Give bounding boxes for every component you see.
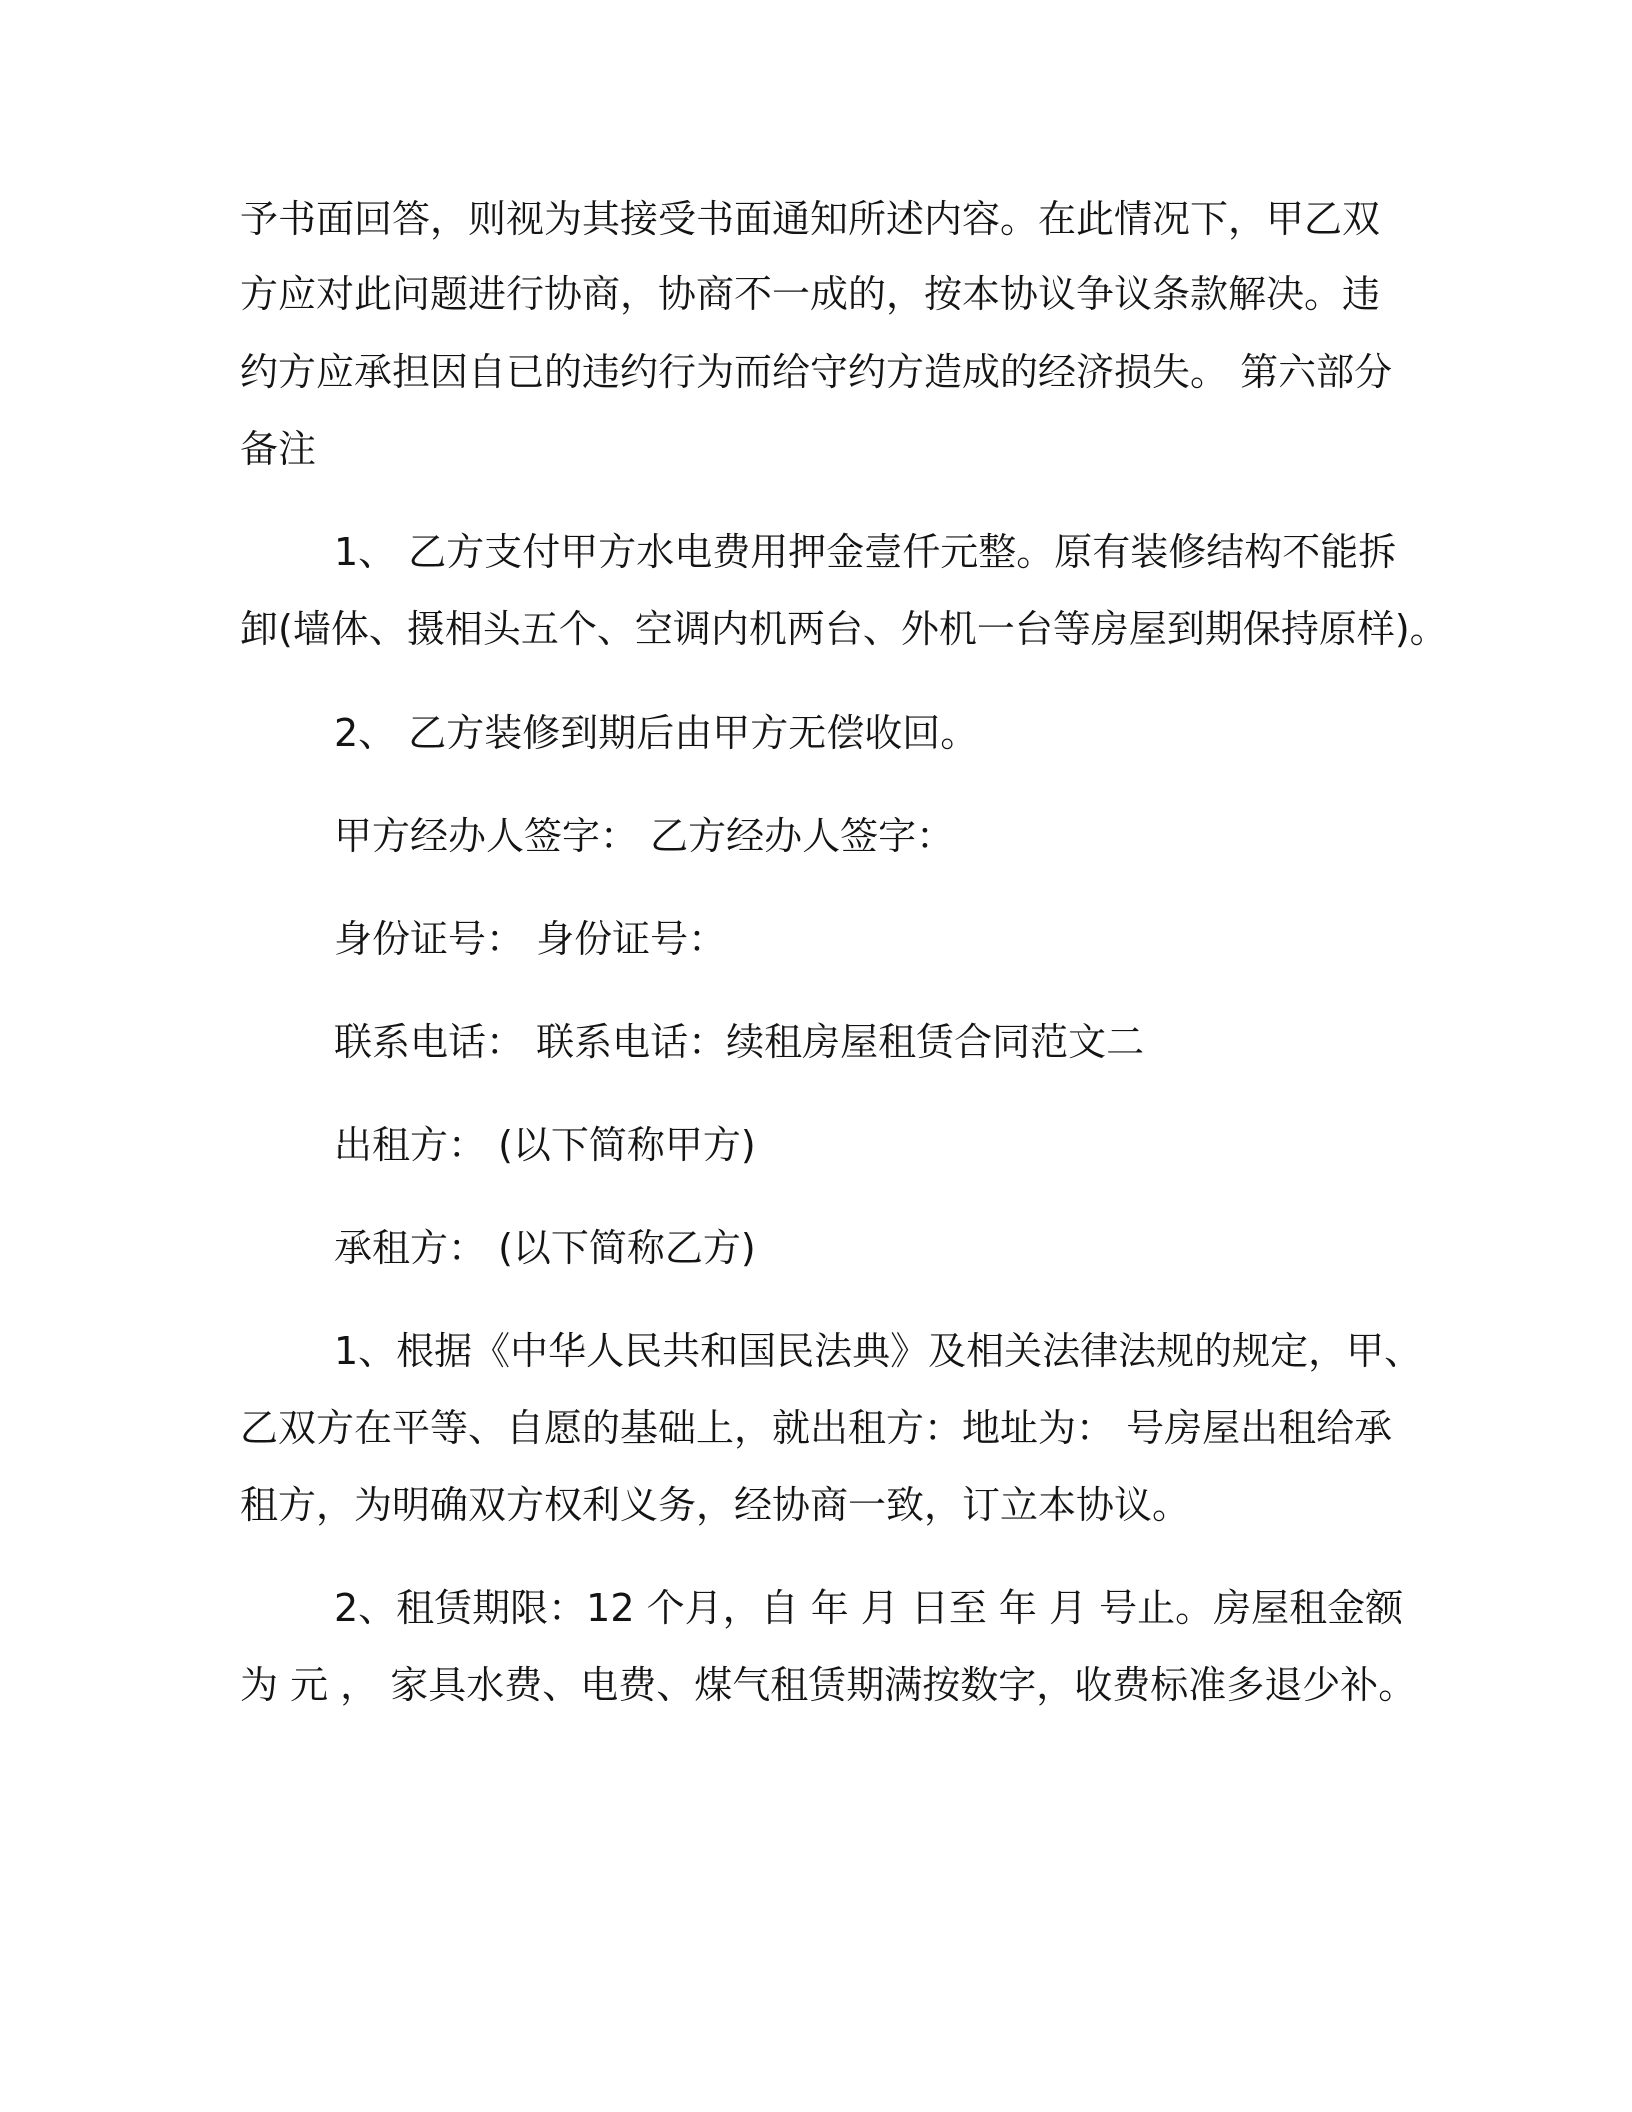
text-line: 方应对此问题进行协商，协商不一成的，按本协议争议条款解决。违	[240, 272, 1381, 316]
text-line: 联系电话： 联系电话：续租房屋租赁合同范文二	[334, 1020, 1145, 1064]
text-line: 约方应承担因自已的违约行为而给守约方造成的经济损失。 第六部分	[240, 350, 1393, 394]
text-line: 出租方： (以下简称甲方)	[334, 1123, 756, 1167]
text-line: 乙双方在平等、自愿的基础上，就出租方：地址为： 号房屋出租给承	[240, 1406, 1393, 1450]
text-line: 甲方经办人签字： 乙方经办人签字：	[334, 814, 955, 858]
text-line: 卸(墙体、摄相头五个、空调内机两台、外机一台等房屋到期保持原样)。	[240, 607, 1448, 651]
text-line: 予书面回答，则视为其接受书面通知所述内容。在此情况下，甲乙双	[240, 197, 1381, 241]
text-line: 2、租赁期限：12 个月，自 年 月 日至 年 月 号止。房屋租金额	[334, 1586, 1404, 1630]
text-line: 备注	[240, 427, 317, 471]
text-line: 1、 乙方支付甲方水电费用押金壹仟元整。原有装修结构不能拆	[334, 530, 1397, 574]
text-line: 为 元 ， 家具水费、电费、煤气租赁期满按数字，收费标准多退少补。	[240, 1663, 1417, 1707]
text-line: 2、 乙方装修到期后由甲方无偿收回。	[334, 711, 979, 755]
text-line: 租方，为明确双方权利义务，经协商一致，订立本协议。	[240, 1483, 1191, 1527]
text-line: 承租方： (以下简称乙方)	[334, 1226, 756, 1270]
text-line: 1、根据《中华人民共和国民法典》及相关法律法规的规定，甲、	[334, 1329, 1423, 1373]
text-line: 身份证号： 身份证号：	[334, 917, 727, 961]
